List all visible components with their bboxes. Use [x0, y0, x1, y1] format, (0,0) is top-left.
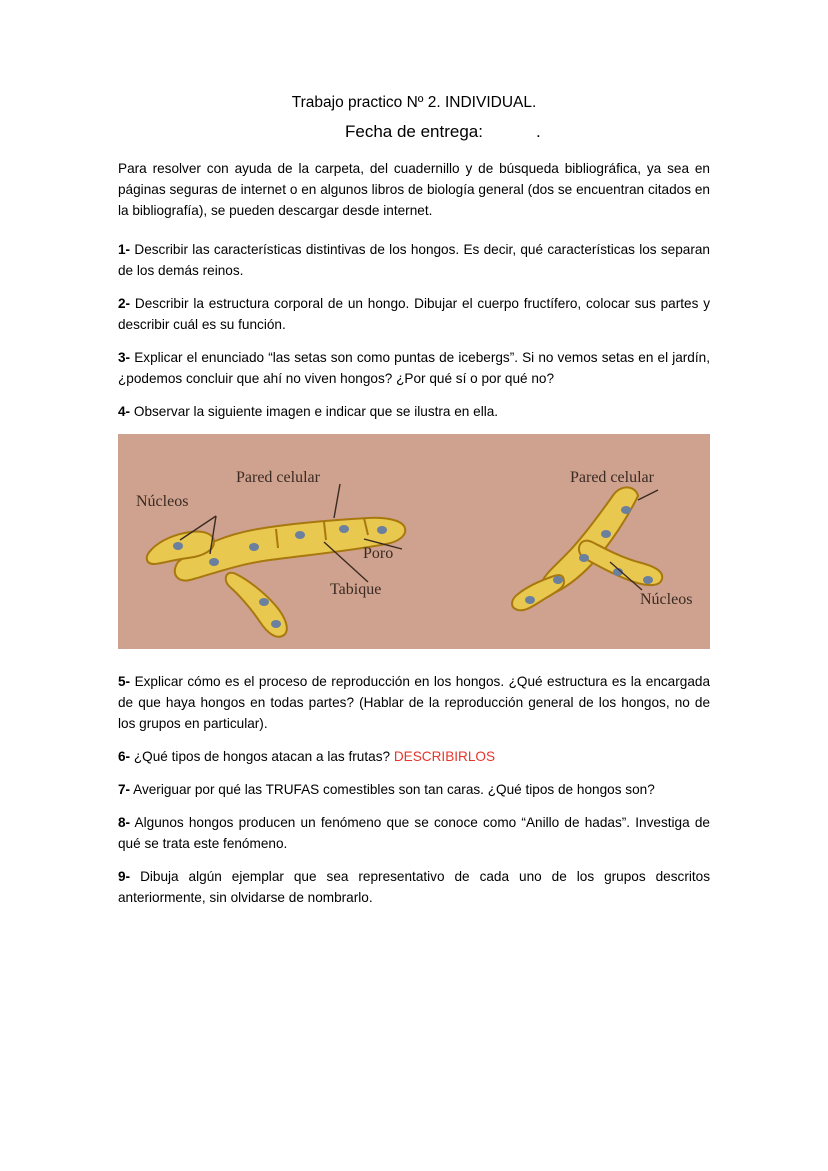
question-5-text: Explicar cómo es el proceso de reproducción en los hongos. ¿Qué estructura es la encargada de que haya hongos en todas partes? (Hablar de la reproducción general de los hongos, no de los grupos en particular).: [118, 674, 711, 731]
nucleus: [579, 554, 589, 562]
question-3: [118, 347, 710, 389]
page-title: Trabajo practico Nº 2. INDIVIDUAL.: [291, 94, 537, 111]
label-poro: Poro: [363, 545, 394, 562]
question-6-text: ¿Qué tipos de hongos atacan a las frutas?: [133, 749, 391, 764]
question-7: [118, 779, 710, 800]
delivery-date-heading: [118, 120, 710, 144]
question-3-text: Explicar el enunciado “las setas son como puntas de icebergs”. Si no vemos setas en el jardín, ¿podemos concluir que ahí no viven hongos? ¿Por qué sí o por qué no?: [118, 350, 710, 386]
nucleus: [601, 530, 611, 538]
nucleus: [259, 598, 269, 606]
question-8-number: 8-: [118, 815, 131, 830]
question-9-text: Dibuja algún ejemplar que sea representativo de cada uno de los grupos descritos anteriormente, sin olvidarse de nombrarlo.: [118, 869, 710, 905]
question-7-number: 7-: [118, 782, 131, 797]
nucleus: [295, 531, 305, 539]
label-nucleos-left: Núcleos: [136, 493, 189, 510]
delivery-date-label: Fecha de entrega:: [345, 122, 483, 141]
nucleus: [271, 620, 281, 628]
question-2-number: 2-: [118, 296, 131, 311]
nucleus: [377, 526, 387, 534]
nucleus: [209, 558, 219, 566]
question-7-text: Averiguar por qué las TRUFAS comestibles son tan caras. ¿Qué tipos de hongos son?: [133, 782, 655, 797]
label-pared-celular-left: Pared celular: [236, 469, 320, 486]
question-3-number: 3-: [118, 350, 131, 365]
question-1: [118, 239, 710, 281]
document-content: [118, 92, 710, 920]
question-9: [118, 866, 710, 908]
question-4-text: Observar la siguiente imagen e indicar que se ilustra en ella.: [133, 404, 499, 419]
question-8-text: Algunos hongos producen un fenómeno que se conoce como “Anillo de hadas”. Investiga de qué se trata este fenómeno.: [118, 815, 710, 851]
intro-paragraph: Para resolver con ayuda de la carpeta, del cuadernillo y de búsqueda bibliográfica, ya sea en páginas seguras de internet o en algunos libros de biología general (dos se encuentran citados en la bibliografía), se pueden descargar desde internet.: [118, 161, 710, 218]
delivery-date-dot: .: [536, 122, 541, 141]
nucleus: [173, 542, 183, 550]
question-4-number: 4-: [118, 404, 131, 419]
question-9-number: 9-: [118, 869, 131, 884]
question-6: [118, 746, 710, 767]
question-2: [118, 293, 710, 335]
question-6-highlight: DESCRIBIRLOS: [393, 749, 496, 764]
question-2-text: Describir la estructura corporal de un hongo. Dibujar el cuerpo fructífero, colocar sus partes y describir cuál es su función.: [118, 296, 710, 332]
question-5: [118, 671, 710, 734]
question-1-text: Describir las características distintivas de los hongos. Es decir, qué características los separan de los demás reinos.: [118, 242, 710, 278]
question-1-number: 1-: [118, 242, 131, 257]
nucleus: [621, 506, 631, 514]
label-nucleos-right: Núcleos: [640, 591, 693, 608]
label-pared-celular-right: Pared celular: [570, 469, 654, 486]
hyphae-diagram-svg: [118, 434, 710, 649]
nucleus: [525, 596, 535, 604]
nucleus: [643, 576, 653, 584]
nucleus: [249, 543, 259, 551]
nucleus: [553, 576, 563, 584]
question-5-number: 5-: [118, 674, 131, 689]
question-4: [118, 401, 710, 422]
question-6-number: 6-: [118, 749, 131, 764]
question-8: [118, 812, 710, 854]
label-tabique: Tabique: [330, 581, 382, 598]
hyphae-diagram-figure: [118, 434, 710, 649]
nucleus: [339, 525, 349, 533]
